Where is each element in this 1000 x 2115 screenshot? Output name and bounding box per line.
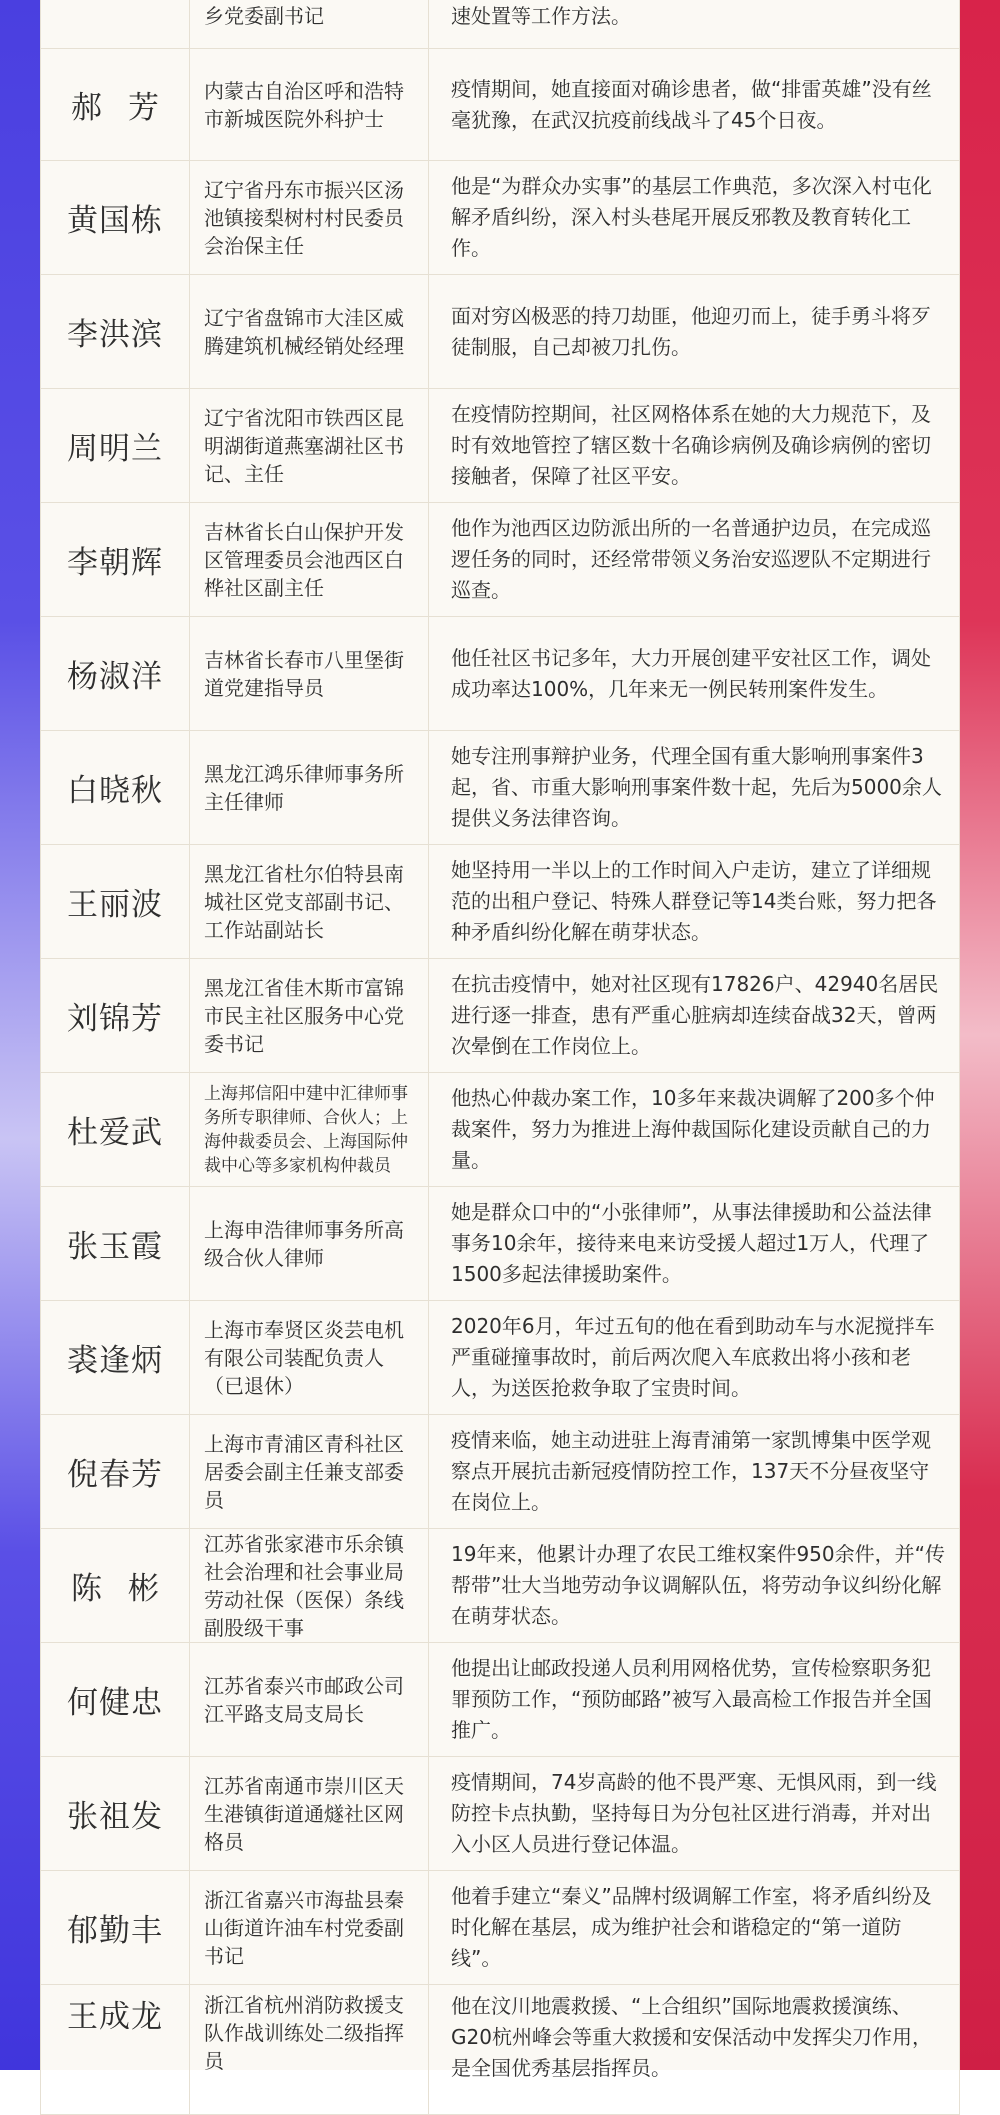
position-cell: 乡党委副书记 <box>190 0 429 49</box>
table-row <box>41 1073 960 1187</box>
position-cell: 浙江省嘉兴市海盐县秦山街道许油车村党委副书记 <box>190 1871 429 1985</box>
right-red-band <box>960 0 1000 2070</box>
deed-cell: 她坚持用一半以上的工作时间入户走访，建立了详细规范的出租户登记、特殊人群登记等14类台账，努力把各种矛盾纠纷化解在萌芽状态。 <box>429 845 960 959</box>
name-cell: 何健忠 <box>41 1643 190 1757</box>
table-row <box>41 1529 960 1643</box>
position-cell: 黑龙江省佳木斯市富锦市民主社区服务中心党委书记 <box>190 959 429 1073</box>
deed-cell: 速处置等工作方法。 <box>429 0 960 49</box>
deed-cell: 在疫情防控期间，社区网格体系在她的大力规范下，及时有效地管控了辖区数十名确诊病例及确诊病例的密切接触者，保障了社区平安。 <box>429 389 960 503</box>
position-cell: 吉林省长白山保护开发区管理委员会池西区白桦社区副主任 <box>190 503 429 617</box>
table-row <box>41 1301 960 1415</box>
table-row <box>41 503 960 617</box>
deed-cell: 她专注刑事辩护业务，代理全国有重大影响刑事案件3起，省、市重大影响刑事案件数十起，先后为5000余人提供义务法律咨询。 <box>429 731 960 845</box>
position-cell: 吉林省长春市八里堡街道党建指导员 <box>190 617 429 731</box>
honor-list-table <box>40 0 960 2115</box>
table-row <box>41 959 960 1073</box>
name-cell: 李朝辉 <box>41 503 190 617</box>
deed-cell: 19年来，他累计办理了农民工维权案件950余件，并“传帮带”壮大当地劳动争议调解队伍，将劳动争议纠纷化解在萌芽状态。 <box>429 1529 960 1643</box>
deed-cell: 疫情来临，她主动进驻上海青浦第一家凯博集中医学观察点开展抗击新冠疫情防控工作，137天不分昼夜坚守在岗位上。 <box>429 1415 960 1529</box>
position-cell: 上海市青浦区青科社区居委会副主任兼支部委员 <box>190 1415 429 1529</box>
position-cell: 江苏省张家港市乐余镇社会治理和社会事业局劳动社保（医保）条线副股级干事 <box>190 1529 429 1643</box>
name-cell: 张祖发 <box>41 1757 190 1871</box>
table-row <box>41 731 960 845</box>
honor-list-sheet <box>40 0 960 2080</box>
position-cell: 黑龙江鸿乐律师事务所主任律师 <box>190 731 429 845</box>
deed-cell: 他在汶川地震救援、“上合组织”国际地震救援演练、G20杭州峰会等重大救援和安保活动中发挥尖刀作用，是全国优秀基层指挥员。 <box>429 1985 960 2115</box>
position-cell: 上海市奉贤区炎芸电机有限公司装配负责人（已退休） <box>190 1301 429 1415</box>
name-cell: 陈彬 <box>41 1529 190 1643</box>
table-row <box>41 161 960 275</box>
table-row <box>41 275 960 389</box>
left-blue-band <box>0 0 40 2070</box>
deed-cell: 面对穷凶极恶的持刀劫匪，他迎刃而上，徒手勇斗将歹徒制服，自己却被刀扎伤。 <box>429 275 960 389</box>
position-cell: 浙江省杭州消防救援支队作战训练处二级指挥员 <box>190 1985 429 2115</box>
name-cell: 倪春芳 <box>41 1415 190 1529</box>
deed-cell: 他着手建立“秦义”品牌村级调解工作室，将矛盾纠纷及时化解在基层，成为维护社会和谐稳定的“第一道防线”。 <box>429 1871 960 1985</box>
deed-cell: 疫情期间，74岁高龄的他不畏严寒、无惧风雨，到一线防控卡点执勤，坚持每日为分包社区进行消毒，并对出入小区人员进行登记体温。 <box>429 1757 960 1871</box>
position-cell: 上海申浩律师事务所高级合伙人律师 <box>190 1187 429 1301</box>
name-cell: 周明兰 <box>41 389 190 503</box>
table-row <box>41 1187 960 1301</box>
name-cell: 王成龙 <box>41 1985 190 2115</box>
deed-cell: 在抗击疫情中，她对社区现有17826户、42940名居民进行逐一排查，患有严重心脏病却连续奋战32天，曾两次晕倒在工作岗位上。 <box>429 959 960 1073</box>
table-row <box>41 389 960 503</box>
position-cell: 江苏省泰兴市邮政公司江平路支局支局长 <box>190 1643 429 1757</box>
position-cell: 辽宁省盘锦市大洼区威腾建筑机械经销处经理 <box>190 275 429 389</box>
name-cell: 李洪滨 <box>41 275 190 389</box>
table-row <box>41 0 960 49</box>
table-row <box>41 1643 960 1757</box>
name-cell: 刘锦芳 <box>41 959 190 1073</box>
position-cell: 黑龙江省杜尔伯特县南城社区党支部副书记、工作站副站长 <box>190 845 429 959</box>
deed-cell: 他任社区书记多年，大力开展创建平安社区工作，调处成功率达100%，几年来无一例民转刑案件发生。 <box>429 617 960 731</box>
table-row <box>41 1985 960 2115</box>
name-cell: 郝芳 <box>41 49 190 161</box>
name-cell: 白晓秋 <box>41 731 190 845</box>
deed-cell: 2020年6月，年过五旬的他在看到助动车与水泥搅拌车严重碰撞事故时，前后两次爬入车底救出将小孩和老人，为送医抢救争取了宝贵时间。 <box>429 1301 960 1415</box>
table-row <box>41 49 960 161</box>
name-cell: 裘逢炳 <box>41 1301 190 1415</box>
name-cell: 黄国栋 <box>41 161 190 275</box>
position-cell: 江苏省南通市崇川区天生港镇街道通燧社区网格员 <box>190 1757 429 1871</box>
table-row <box>41 1871 960 1985</box>
position-cell: 辽宁省沈阳市铁西区昆明湖街道燕塞湖社区书记、主任 <box>190 389 429 503</box>
name-cell <box>41 0 190 49</box>
position-cell: 辽宁省丹东市振兴区汤池镇接梨树村村民委员会治保主任 <box>190 161 429 275</box>
deed-cell: 他是“为群众办实事”的基层工作典范，多次深入村屯化解矛盾纠纷，深入村头巷尾开展反邪教及教育转化工作。 <box>429 161 960 275</box>
deed-cell: 疫情期间，她直接面对确诊患者，做“排雷英雄”没有丝毫犹豫，在武汉抗疫前线战斗了45个日夜。 <box>429 49 960 161</box>
position-cell: 上海邦信阳中建中汇律师事务所专职律师、合伙人；上海仲裁委员会、上海国际仲裁中心等多家机构仲裁员 <box>190 1073 429 1187</box>
name-cell: 郁勤丰 <box>41 1871 190 1985</box>
deed-cell: 她是群众口中的“小张律师”，从事法律援助和公益法律事务10余年，接待来电来访受援人超过1万人，代理了1500多起法律援助案件。 <box>429 1187 960 1301</box>
table-row <box>41 1415 960 1529</box>
deed-cell: 他作为池西区边防派出所的一名普通护边员，在完成巡逻任务的同时，还经常带领义务治安巡逻队不定期进行巡查。 <box>429 503 960 617</box>
table-row <box>41 617 960 731</box>
deed-cell: 他热心仲裁办案工作，10多年来裁决调解了200多个仲裁案件，努力为推进上海仲裁国际化建设贡献自己的力量。 <box>429 1073 960 1187</box>
name-cell: 王丽波 <box>41 845 190 959</box>
name-cell: 杨淑洋 <box>41 617 190 731</box>
name-cell: 张玉霞 <box>41 1187 190 1301</box>
deed-cell: 他提出让邮政投递人员利用网格优势，宣传检察职务犯罪预防工作，“预防邮路”被写入最高检工作报告并全国推广。 <box>429 1643 960 1757</box>
table-row <box>41 845 960 959</box>
position-cell: 内蒙古自治区呼和浩特市新城医院外科护士 <box>190 49 429 161</box>
name-cell: 杜爱武 <box>41 1073 190 1187</box>
table-row <box>41 1757 960 1871</box>
